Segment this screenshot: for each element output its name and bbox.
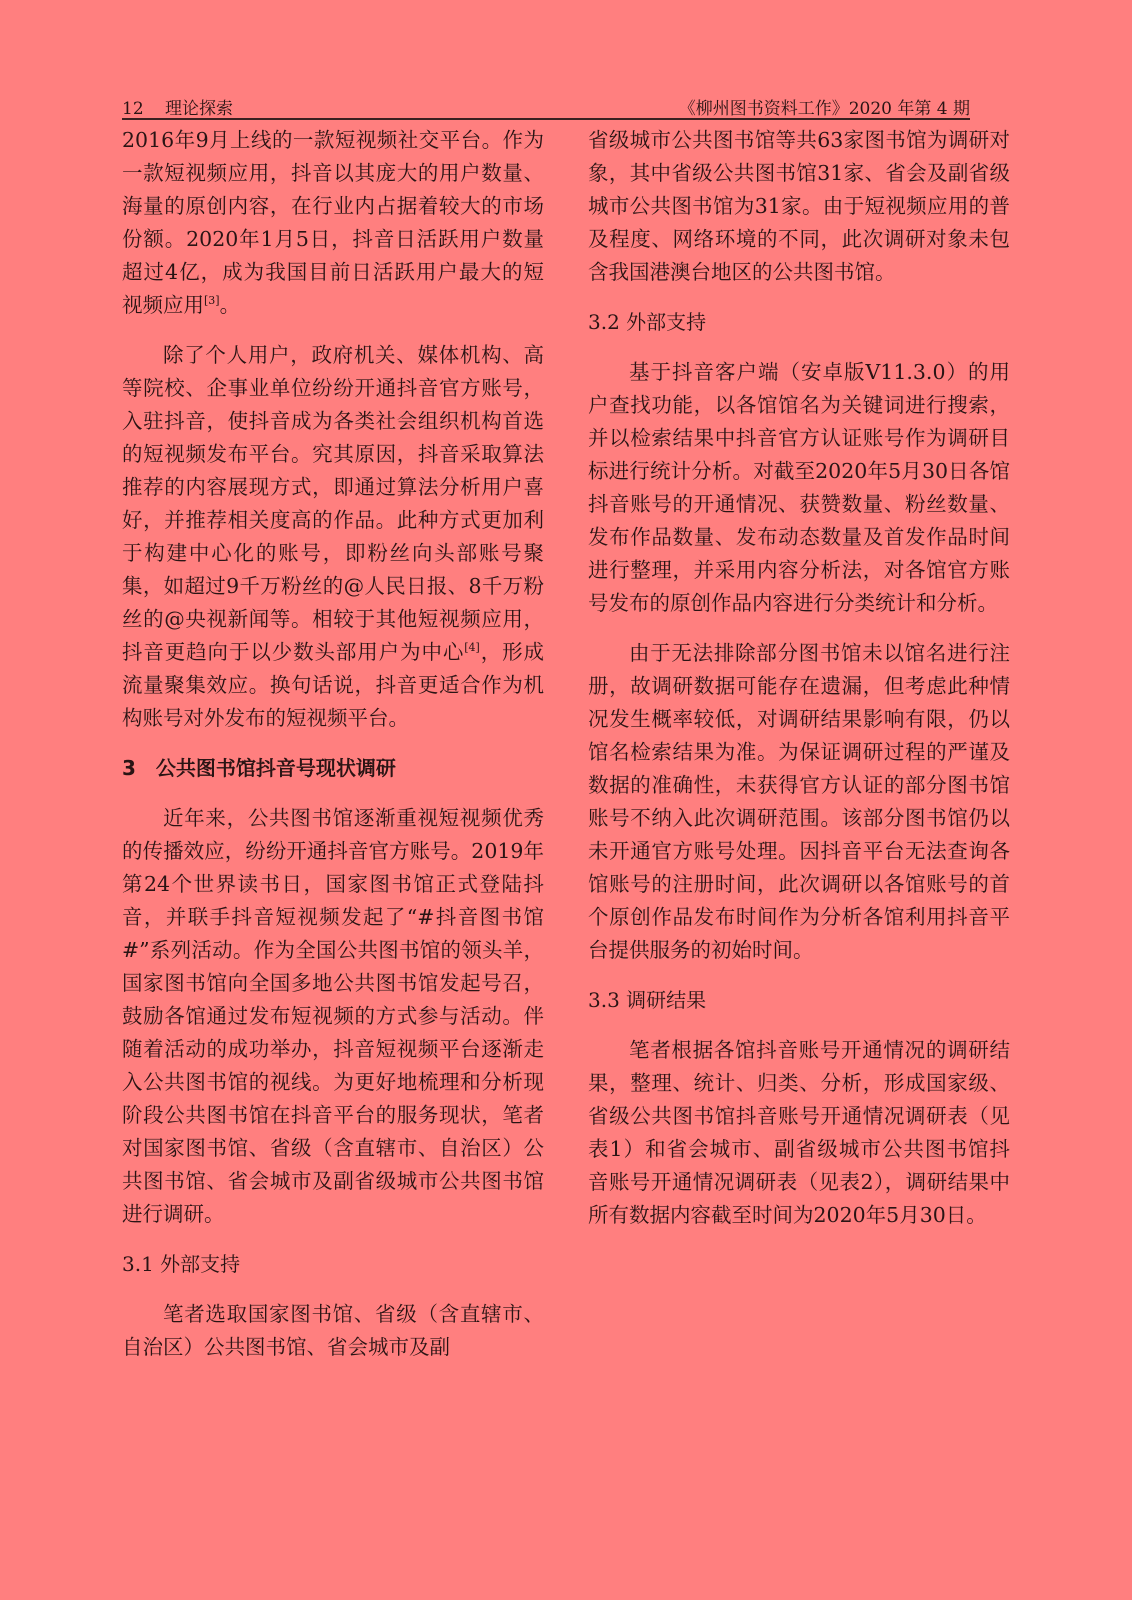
paragraph-text: 。 [219, 293, 241, 317]
page-number: 12 [122, 99, 144, 119]
header-left [122, 94, 233, 119]
section-heading-3: 3 公共图书馆抖音号现状调研 [122, 756, 396, 780]
paragraph: 笔者选取国家图书馆、省级（含直辖市、自治区）公共图书馆、省会城市及副 [122, 1302, 544, 1359]
subsection-heading-3-2: 3.2 外部支持 [588, 310, 707, 334]
paragraph-text: 2016年9月上线的一款短视频社交平台。作为一款短视频应用，抖音以其庞大的用户数量、海量的原创内容，在行业内占据着较大的市场份额。2020年1月5日，抖音日活跃用户数量超过4亿，成为我国目前日活跃用户最大的短视频应用 [122, 128, 544, 317]
citation-ref: [4] [464, 641, 480, 655]
journal-title: 《柳州图书资料工作》2020 年第 4 期 [678, 99, 970, 119]
paragraph-text: ，形成流量聚集效应。换句话说，抖音更适合作为机构账号对外发布的短视频平台。 [122, 640, 545, 730]
paragraph: 由于无法排除部分图书馆未以馆名进行注册，故调研数据可能存在遗漏，但考虑此种情况发生概率较低，对调研结果影响有限，仍以馆名检索结果为准。为保证调研过程的严谨及数据的准确性，未获得官方认证的部分图书馆账号不纳入此次调研范围。该部分图书馆仍以未开通官方账号处理。因抖音平台无法查询各馆账号的注册时间，此次调研以各馆账号的首个原创作品发布时间作为分析各馆利用抖音平台提供服务的初始时间。 [588, 641, 1010, 962]
paragraph: 笔者根据各馆抖音账号开通情况的调研结果，整理、统计、归类、分析，形成国家级、省级公共图书馆抖音账号开通情况调研表（见表1）和省会城市、副省级城市公共图书馆抖音账号开通情况调研表（见表2），调研结果中所有数据内容截至时间为2020年5月30日。 [588, 1038, 1010, 1227]
left-column [122, 124, 544, 1364]
right-column [588, 124, 1010, 1232]
paragraph [122, 339, 544, 735]
running-header [122, 92, 970, 120]
paragraph-text: 除了个人用户，政府机关、媒体机构、高等院校、企事业单位纷纷开通抖音官方账号，入驻抖音，使抖音成为各类社会组织机构首选的短视频发布平台。究其原因，抖音采取算法推荐的内容展现方式，即通过算法分析用户喜好，并推荐相关度高的作品。此种方式更加利于构建中心化的账号，即粉丝向头部账号聚集，如超过9千万粉丝的@人民日报、8千万粉丝的@央视新闻等。相较于其他短视频应用，抖音更趋向于以少数头部用户为中心 [122, 343, 544, 664]
subsection-heading-3-3: 3.3 调研结果 [588, 988, 707, 1012]
citation-ref: [3] [204, 294, 220, 308]
subsection-heading-3-1: 3.1 外部支持 [122, 1252, 241, 1276]
paragraph: 基于抖音客户端（安卓版V11.3.0）的用户查找功能，以各馆馆名为关键词进行搜索，并以检索结果中抖音官方认证账号作为调研目标进行统计分析。对截至2020年5月30日各馆抖音账号的开通情况、获赞数量、粉丝数量、发布作品数量、发布动态数量及首发作品时间进行整理，并采用内容分析法，对各馆官方账号发布的原创作品内容进行分类统计和分析。 [588, 360, 1010, 615]
paragraph [122, 124, 544, 322]
paragraph: 近年来，公共图书馆逐渐重视短视频优秀的传播效应，纷纷开通抖音官方账号。2019年第24个世界读书日，国家图书馆正式登陆抖音，并联手抖音短视频发起了“#抖音图书馆#”系列活动。作为全国公共图书馆的领头羊，国家图书馆向全国多地公共图书馆发起号召，鼓励各馆通过发布短视频的方式参与活动。伴随着活动的成功举办，抖音短视频平台逐渐走入公共图书馆的视线。为更好地梳理和分析现阶段公共图书馆在抖音平台的服务现状，笔者对国家图书馆、省级（含直辖市、自治区）公共图书馆、省会城市及副省级城市公共图书馆进行调研。 [122, 806, 544, 1226]
section-name: 理论探索 [165, 99, 234, 119]
paragraph: 省级城市公共图书馆等共63家图书馆为调研对象，其中省级公共图书馆31家、省会及副省级城市公共图书馆为31家。由于短视频应用的普及程度、网络环境的不同，此次调研对象未包含我国港澳台地区的公共图书馆。 [588, 128, 1010, 284]
